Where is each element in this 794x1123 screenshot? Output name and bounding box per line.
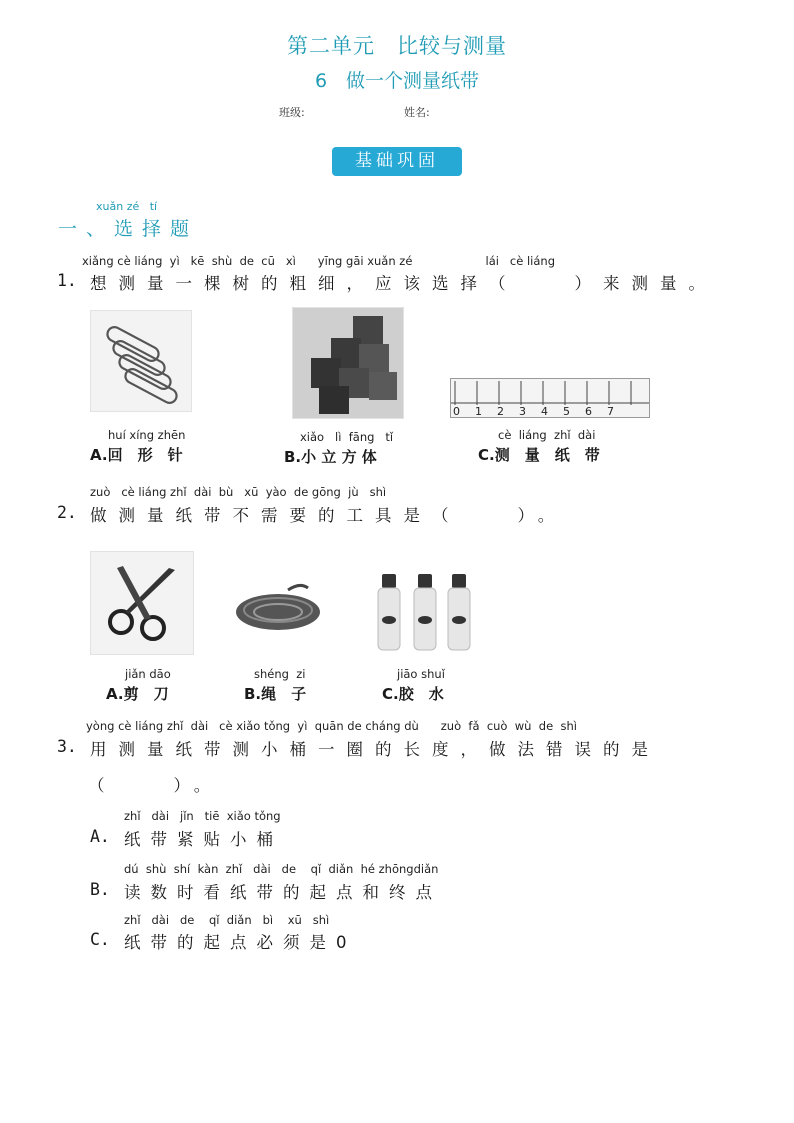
cubes-image: [292, 307, 404, 419]
q1-number: 1.: [57, 271, 77, 290]
cube-icon: [293, 308, 403, 418]
q1-option-a[interactable]: A.回 形 针: [90, 446, 183, 464]
ruler-digit: 7: [607, 405, 614, 417]
q1-option-b[interactable]: B.小 立 方 体: [284, 448, 377, 466]
rope-image: [228, 580, 326, 640]
q2-text: 做测量纸带不需要的工具是（ ）。: [90, 506, 567, 525]
q3-pinyin: yòng cè liáng zhǐ dài cè xiǎo tǒng yì quān de cháng dù zuò fǎ cuò wù de shì: [86, 719, 577, 733]
glue-bottles-image: [372, 570, 472, 658]
q3-option-a-pinyin: zhǐ dài jǐn tiē xiǎo tǒng: [124, 809, 281, 823]
q3-option-b-text[interactable]: 读数时看纸带的起点和终点: [124, 883, 442, 902]
q2-option-c-pinyin: jiāo shuǐ: [397, 667, 445, 681]
q3-option-a-text[interactable]: 纸带紧贴小桶: [124, 830, 283, 849]
q2-option-b-pinyin: shéng zi: [254, 667, 306, 681]
basics-banner: 基础巩固: [332, 147, 462, 176]
scissors-icon: [91, 552, 193, 654]
q1-pinyin: xiǎng cè liáng yì kē shù de cū xì yīng gāi xuǎn zé lái cè liáng: [82, 254, 556, 268]
q3-number: 3.: [57, 737, 77, 756]
q2-option-b[interactable]: B.绳 子: [244, 685, 307, 703]
section-pinyin: xuǎn zé tí: [96, 200, 158, 213]
paperclips-image: [90, 310, 192, 412]
ruler-digit: 1: [475, 405, 482, 417]
q3-option-c-letter[interactable]: C.: [90, 930, 110, 949]
q3-option-c-text[interactable]: 纸带的起点必须是0: [124, 933, 357, 952]
q2-option-a-pinyin: jiǎn dāo: [125, 667, 171, 681]
q2-option-a[interactable]: A.剪 刀: [106, 685, 169, 703]
q1-option-a-pinyin: huí xíng zhēn: [108, 428, 186, 442]
q1-option-c[interactable]: C.测 量 纸 带: [478, 446, 600, 464]
class-label: 班级:: [279, 106, 305, 119]
q3-text: 用测量纸带测小桶一圈的长度，做法错误的是: [90, 740, 660, 759]
q3-option-b-pinyin: dú shù shí kàn zhǐ dài de qǐ diǎn hé zhōngdiǎn: [124, 862, 439, 876]
q1-option-b-pinyin: xiǎo lì fāng tǐ: [300, 430, 394, 444]
unit-title: 第二单元 比较与测量: [287, 34, 507, 58]
q3-option-a-letter[interactable]: A.: [90, 827, 110, 846]
q2-option-c[interactable]: C.胶 水: [382, 685, 444, 703]
ruler-digit: 3: [519, 405, 526, 417]
ruler-digit: 6: [585, 405, 592, 417]
q3-option-c-pinyin: zhǐ dài de qǐ diǎn bì xū shì: [124, 913, 330, 927]
q1-option-c-pinyin: cè liáng zhǐ dài: [498, 428, 596, 442]
ruler-digit: 5: [563, 405, 570, 417]
paperclip-icon: [91, 311, 191, 411]
glue-icon: [372, 570, 472, 658]
ruler-icon: [451, 379, 649, 417]
q1-text: 想测量一棵树的粗细，应该选择（ ）来测量。: [90, 274, 717, 293]
section-title: 一、选择题: [58, 218, 199, 240]
name-label: 姓名:: [404, 106, 430, 119]
q3-text-cont: （ ）。: [88, 776, 223, 795]
scissors-image: [90, 551, 194, 655]
rope-icon: [228, 580, 326, 640]
q2-pinyin: zuò cè liáng zhǐ dài bù xū yào de gōng jù shì: [90, 485, 387, 499]
ruler-digit: 4: [541, 405, 548, 417]
ruler-digit: 2: [497, 405, 504, 417]
measuring-strip-image: [450, 378, 650, 418]
q3-option-b-letter[interactable]: B.: [90, 880, 110, 899]
ruler-digit: 0: [453, 405, 460, 417]
q2-number: 2.: [57, 503, 77, 522]
lesson-title: 6 做一个测量纸带: [314, 70, 480, 92]
